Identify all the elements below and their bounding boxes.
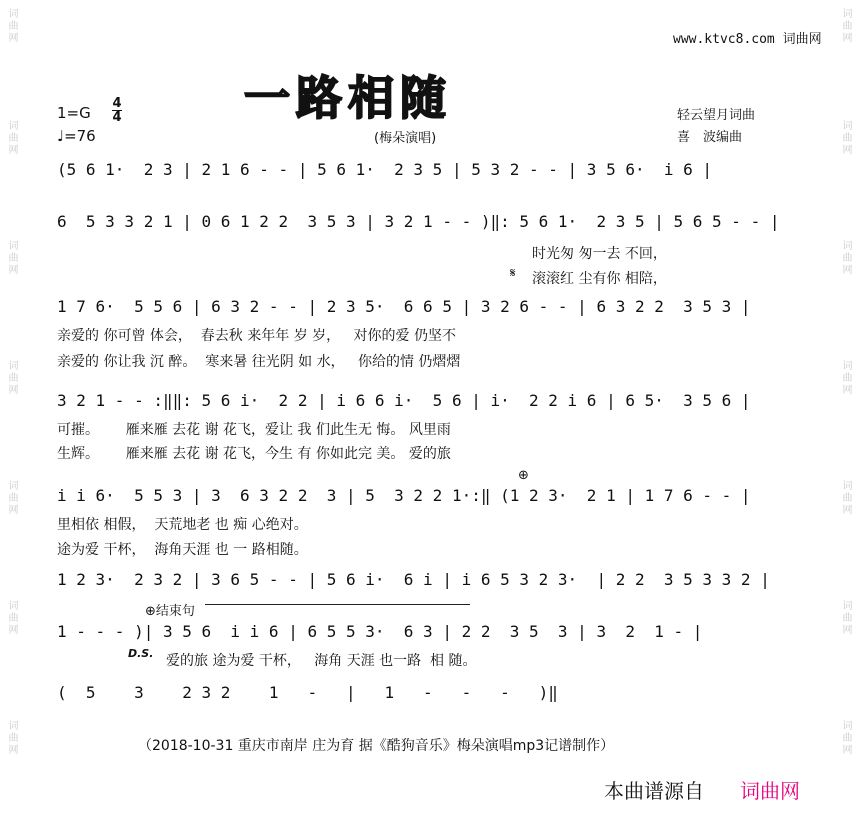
watermark-left-6: 词曲网 [6,600,17,636]
transcription-note: （2018-10-31 重庆市南岸 庄为育 据《酷狗音乐》梅朵演唱mp3记谱制作） [138,738,615,754]
watermark-right-1: 词曲网 [840,8,851,44]
singer-label: (梅朵演唱) [374,131,437,146]
watermark-left-7: 词曲网 [6,720,17,756]
lyrics-row-3-verse-2: 亲爱的 你让我 沉 醉。 寒来暑 往光阴 如 水， 你给的情 仍熠熠 [57,354,461,370]
notation-row-1: (5 6 1· 2 3 | 2 1 6 - - | 5 6 1· 2 3 5 | 5 3 2 - - | 3 5 6· i 6 | [57,160,713,179]
notation-row-5: i i 6· 5 5 3 | 3 6 3 2 2 3 | 5 3 2 2 1·:‖ (1 2 3· 2 1 | 1 7 6 - - | [57,486,751,505]
time-top: 4 [112,96,122,111]
watermark-left-2: 词曲网 [6,120,17,156]
lyrics-row-2-verse-1: 时光匆 匆一去 不回， [532,246,667,262]
watermark-left-1: 词曲网 [6,8,17,44]
source-label: 本曲谱源自 [604,779,704,803]
watermark-right-6: 词曲网 [840,600,851,636]
lyrics-row-5-verse-2: 途为爱 干杯， 海角天涯 也 一 路相随。 [57,542,308,558]
coda-ending-label: ⊕结束句 [145,604,195,619]
notation-row-3: 1 7 6· 5 5 6 | 6 3 2 - - | 2 3 5· 6 6 5 | 3 2 6 - - | 6 3 2 2 3 5 3 | [57,297,751,316]
ds-marking: D.S. [128,647,154,660]
watermark-right-7: 词曲网 [840,720,851,756]
coda-bracket-line [205,604,470,605]
notation-row-2: 6 5 3 3 2 1 | 0 6 1 2 2 3 5 3 | 3 2 1 - - )‖: 5 6 1· 2 3 5 | 5 6 5 - - | [57,212,780,231]
notation-row-4: 3 2 1 - - :‖‖: 5 6 i· 2 2 | i 6 6 i· 5 6 | i· 2 2 i 6 | 6 5· 3 5 6 | [57,391,751,410]
lyrics-row-3-verse-1: 亲爱的 你可曾 体会， 春去秋 来年年 岁 岁， 对你的爱 仍坚不 [57,328,456,344]
watermark-left-5: 词曲网 [6,480,17,516]
segno-icon: 𝄋 [510,266,516,281]
watermark-right-5: 词曲网 [840,480,851,516]
coda-icon: ⊕ [518,468,529,483]
time-signature [112,97,122,124]
arranger-credit: 喜 波编曲 [677,130,743,145]
lyrics-row-7: 爱的旅 途为爱 干杯， 海角 天涯 也一路 相 随。 [166,653,477,669]
watermark-left-3: 词曲网 [6,240,17,276]
watermark-left-4: 词曲网 [6,360,17,396]
tempo-marking: ♩=76 [57,127,96,145]
notation-row-8: ( 5 3 2 3 2 1 - | 1 - - - )‖ [57,683,558,702]
lyrics-row-4-verse-1: 可摧。 雁来雁 去花 谢 花飞，爱让 我 们此生无 悔。 风里雨 [57,422,451,438]
song-title: 一路相随 [244,71,452,125]
watermark-right-3: 词曲网 [840,240,851,276]
site-header[interactable]: www.ktvc8.com 词曲网 [673,32,822,47]
lyrics-row-4-verse-2: 生辉。 雁来雁 去花 谢 花飞，今生 有 你如此完 美。 爱的旅 [57,446,451,462]
notation-row-6: 1 2 3· 2 3 2 | 3 6 5 - - | 5 6 i· 6 i | i 6 5 3 2 3· | 2 2 3 5 3 3 2 | [57,570,770,589]
key-signature: 1=G [57,104,91,122]
lyrics-row-2-verse-2: 滚滚红 尘有你 相陪， [532,271,667,287]
time-bottom: 4 [112,110,122,125]
watermark-right-2: 词曲网 [840,120,851,156]
lyrics-row-5-verse-1: 里相依 相假， 天荒地老 也 痴 心绝对。 [57,517,308,533]
notation-row-7: 1 - - - )| 3 5 6 i i 6 | 6 5 5 3· 6 3 | 2 2 3 5 3 | 3 2 1 - | [57,622,703,641]
source-site-link[interactable]: 词曲网 [740,779,800,803]
watermark-right-4: 词曲网 [840,360,851,396]
lyricist-credit: 轻云望月词曲 [677,108,756,123]
